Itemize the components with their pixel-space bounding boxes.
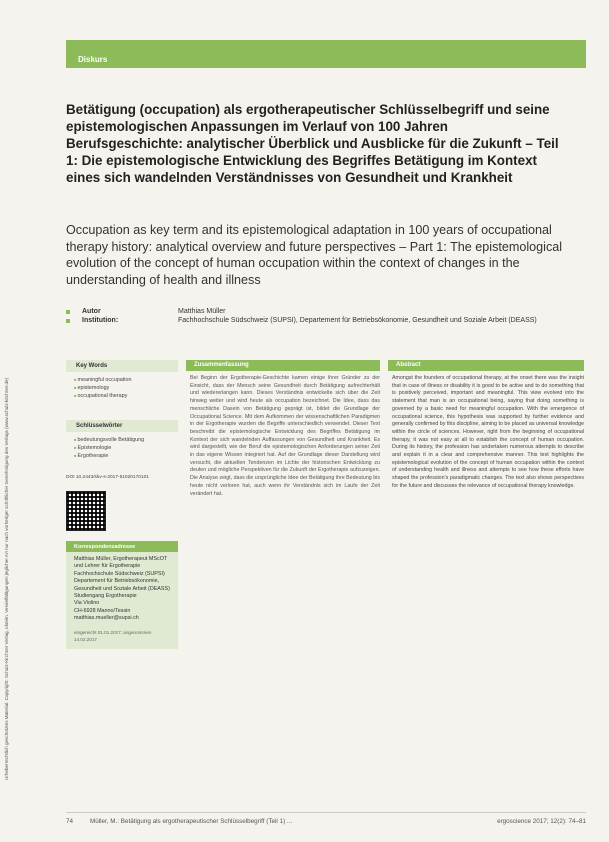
institution-row [66,316,586,325]
left-sidebar [66,360,178,649]
copyright-side-note: Urheberrechtlich geschütztes Material. Copyright: Schulz-Kirchner Verlag, Idstein. Vervielfältigungen jeglicher Art nur nach vorheriger schriftlicher Genehmigung des Verlags (www.schulz-kirchner.de) [4,377,9,780]
correspondence-line: Via Violino [74,600,100,607]
doi-text[interactable]: DOI 10.2443/skv-s-2017-51020170101 [66,475,149,480]
correspondence-line: Studiengang Ergotherapie [74,593,137,600]
title-english: Occupation as key term and its epistemological adaptation in 100 years of occupational therapy history: analytical overview and future perspectives – Part 1: The epistemological evolution of the concept of human occupation within the context of changes in the understanding of health and illness [66,223,563,287]
correspondence-line: Fachhochschule Südschweiz (SUPSI) [74,570,165,577]
correspondence-line: Matthias Müller, Ergotherapeut MScOT und Lehrer für Ergotherapie [74,556,168,570]
bullet-icon [66,310,70,314]
correspondence-line: CH-6928 Manno/Tessin [74,607,131,614]
keyword-item: ■ Epistemologie [74,444,178,452]
abstract-text: Amongst the founders of occupational therapy, at the onset there was the insight that in case of illness or disability it is good to be active and to do something that is positively perceived, important and meaningful. This view evolved into the statement that man is an occupational being, saying that doing something is governed by a basic need for meaningful occupation. With the emergence of occupational science, this hypothesis was supported by further evidence and generally confirmed by this discipline, aiming to be placed as universal knowledge within the circle of sciences. However, right from the beginning of occupational therapy, it was not easy at all to establish the concept of human occupation. During its history, the profession has undertaken numerous attempts to describe and explain it in a clear and comprehensive manner. This text highlights the epistemological evolution of the concept of human occupation within the context of understanding health and illness and attempts to see how these efforts have shaped the profession's paradigmatic changes. The text also shows perspectives for the future and discusses the relevance of occupational therapy knowledge. [392,375,584,489]
zusammenfassung-head: Zusammenfassung [186,360,380,371]
abstract-head: Abstract [388,360,584,371]
abstract-column [388,360,584,491]
zusammenfassung-text: Bei Beginn der Ergotherapie-Geschichte kamen einige ihrer Gründer zu der Einsicht, dass der Mensch seine Gesundheit durch Betätigung aufrechterhält und wiedererlangen kann. Dieses Verständnis entwickelte sich über die Zeit hinweg weiter und wird heute als occupation bezeichnet. Die Idee, dass das menschliche Dasein von Betätigung geprägt ist, bildet die Grundlage der Occupational Science. Mit dem Aufkommen der wissenschaftlichen Paradigmen in der Ergotherapie wurden die Begriffe unterschiedlich verwendet. Dieser Text beschreibt die epistemologische Entwicklung des Begriffes Betätigung im Kontext der sich wandelnden Auffassungen von Gesundheit und Krankheit. Es wird dargestellt, wie der Beruf die epistemologischen Anforderungen seiner Zeit in das eigene Wissen integriert hat. Auf der Grundlage dieser Darstellung wird versucht, die aktuellen Tendenzen im Lichte der historischen Entwicklung zu deuten und mögliche Perspektiven für die Zukunft der Ergotherapie aufzuzeigen. Die Analyse zeigt, dass die ursprüngliche Idee der Betätigung ihre Bedeutung bis heute nicht verloren hat, auch wenn ihr Verständnis sich im Laufe der Zeit verändert hat. [190,375,380,497]
article-meta [66,307,586,325]
qr-code-icon[interactable] [66,491,106,531]
correspondence-head: Korrespondenzadresse [66,541,178,552]
author-row [66,307,586,316]
author-label: Autor [82,308,101,315]
institution-name: Fachhochschule Südschweiz (SUPSI), Departement für Betriebsökonomie, Gesundheit und Soziale Arbeit (DEASS) [178,317,537,324]
section-label: Diskurs [78,55,108,64]
correspondence-email[interactable]: matthias.mueller@supsi.ch [74,615,139,622]
section-banner [66,40,586,68]
keyword-item: ■ meaningful occupation [74,376,178,384]
journal-citation: ergoscience 2017; 12(2): 74–81 [497,818,586,825]
keyword-item: ■ bedeutungsvolle Betätigung [74,436,178,444]
keywords-head: Key Words [66,360,178,372]
footer-divider [66,812,586,813]
zusammenfassung-column [186,360,380,498]
running-head: Müller, M.: Betätigung als ergotherapeutischer Schlüsselbegriff (Teil 1) ... [90,818,293,825]
keywords-list [66,372,178,400]
author-name: Matthias Müller [178,308,226,315]
submission-dates: eingereicht 01.01.2017; angenommen 14.02.2017 [74,629,152,643]
keyword-item: ■ occupational therapy [74,392,178,400]
correspondence-body [66,552,178,649]
title-german: Betätigung (occupation) als ergotherapeutischer Schlüsselbegriff und seine epistemologischen Anpassungen im Verlauf von 100 Jahren Berufsgeschichte: analytischer Überblick und Ausblicke für die Zukunft – Teil 1: Die epistemologische Entwicklung des Begriffes Betätigung im Kontext eines sich wandelnden Verständnisses von Gesundheit und Krankheit [66,102,559,185]
correspondence-line: Departement für Betriebsökonomie, Gesundheit und Soziale Arbeit (DEASS) [74,578,170,592]
schluesselwoerter-head: Schlüsselwörter [66,420,178,432]
page-number: 74 [66,818,74,825]
keyword-item: ■ epistemology [74,384,178,392]
keyword-item: ■ Ergotherapie [74,452,178,460]
schluesselwoerter-list [66,432,178,460]
institution-label: Institution: [82,317,119,324]
bullet-icon [66,319,70,323]
